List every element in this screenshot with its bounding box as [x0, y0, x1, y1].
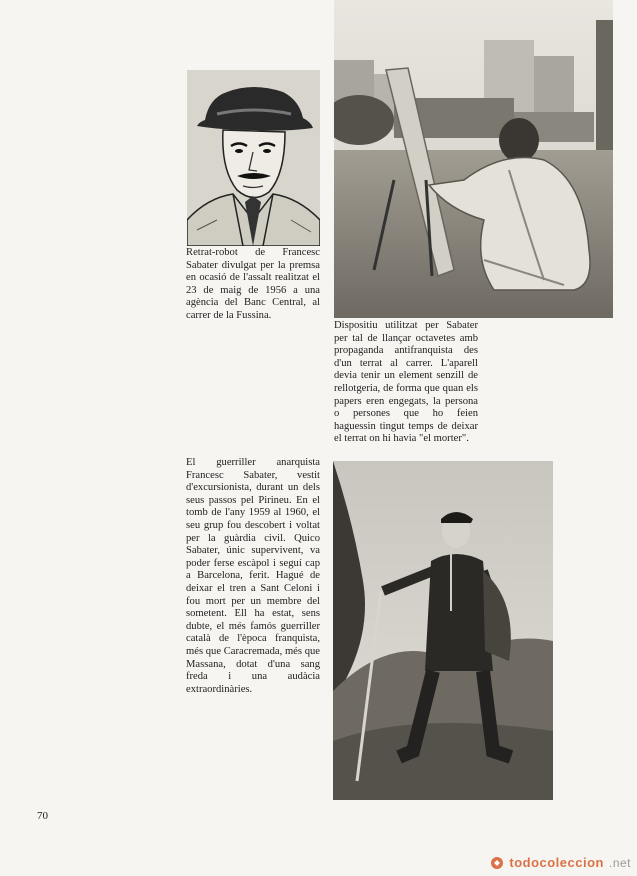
guerrilla-hiker-photo [333, 461, 553, 800]
robot-portrait-caption: Retrat-robot de Francesc Sabater divulgat per la premsa en ocasió de l'assalt realitzat el 23 de maig de 1956 a una agència del Banc Central, al carrer de la Fussina. [186, 247, 320, 321]
mortar-device-caption: Dispositiu utilitzat per Sabater per tal de llançar octavetes amb propaganda antifranquista des d'un terrat al carrer. L'aparell devia tenir un element senzill de rellotgeria, de forma que quan els papers eren engegats, la persona o persones que ho feien haguessin tingut temps de deixar el terrat on hi havia "el morter". [334, 320, 478, 445]
watermark-domain: .net [608, 855, 631, 870]
watermark-brand: todocoleccion [509, 855, 604, 870]
site-logo-icon [490, 856, 504, 870]
watermark [490, 855, 631, 870]
page-number: 70 [37, 810, 48, 822]
robot-portrait-photo [187, 70, 320, 246]
mortar-device-photo [334, 0, 613, 318]
guerrilla-hiker-caption: El guerriller anarquista Francesc Sabater, vestit d'excursionista, durant un dels seus passos pel Pirineu. En el tomb de l'any 1959 al 1960, el seu grup fou descobert i voltat per la guàrdia civil. Quico Sabater, únic supervivent, va poder ferse escàpol i seguí cap a Barcelona, ferit. Hagué de deixar el tren a Sant Celoni i fou mort per un membre del sometent. Ell ha estat, sens dubte, el més famós guerriller català de l'època franquista, més que Caracremada, més que Massana, dotat d'una sang freda i una audàcia extraordinàries. [186, 457, 320, 695]
